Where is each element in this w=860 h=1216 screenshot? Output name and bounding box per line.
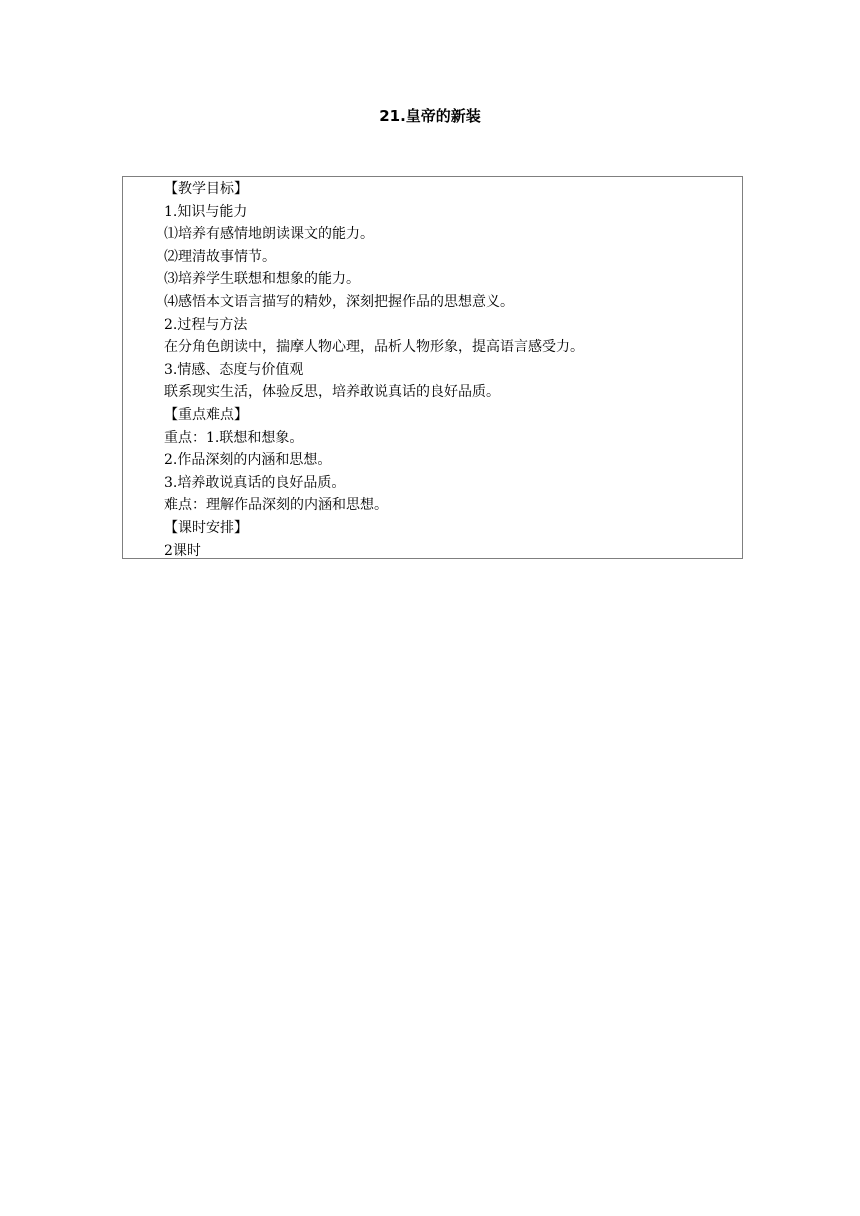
section-heading-objectives: 【教学目标】 (164, 181, 248, 197)
key-point-item: 重点：1.联想和想象。 (164, 429, 304, 446)
section-heading-schedule: 【课时安排】 (164, 519, 248, 536)
lesson-plan-box (122, 176, 743, 559)
objective-item: ⑵理清故事情节。 (164, 248, 276, 265)
objective-process-text: 在分角色朗读中，揣摩人物心理，品析人物形象，提高语言感受力。 (164, 339, 584, 356)
page-title: 21.皇帝的新装 (379, 107, 481, 125)
key-point-item: 3.培养敢说真话的良好品质。 (164, 474, 346, 491)
objective-item: ⑴培养有感情地朗读课文的能力。 (164, 226, 374, 243)
section-heading-key-points: 【重点难点】 (164, 406, 248, 423)
objective-item: ⑷感悟本文语言描写的精妙，深刻把握作品的思想意义。 (164, 293, 514, 310)
objective-values-heading: 3.情感、态度与价值观 (164, 361, 304, 378)
key-point-item: 2.作品深刻的内涵和思想。 (164, 452, 332, 469)
objective-knowledge-heading: 1.知识与能力 (164, 203, 248, 220)
objective-item: ⑶培养学生联想和想象的能力。 (164, 271, 360, 288)
objective-process-heading: 2.过程与方法 (164, 316, 248, 333)
difficult-point-item: 难点：理解作品深刻的内涵和思想。 (164, 497, 388, 514)
objective-values-text: 联系现实生活，体验反思，培养敢说真话的良好品质。 (164, 384, 500, 401)
schedule-text: 2课时 (164, 542, 201, 559)
